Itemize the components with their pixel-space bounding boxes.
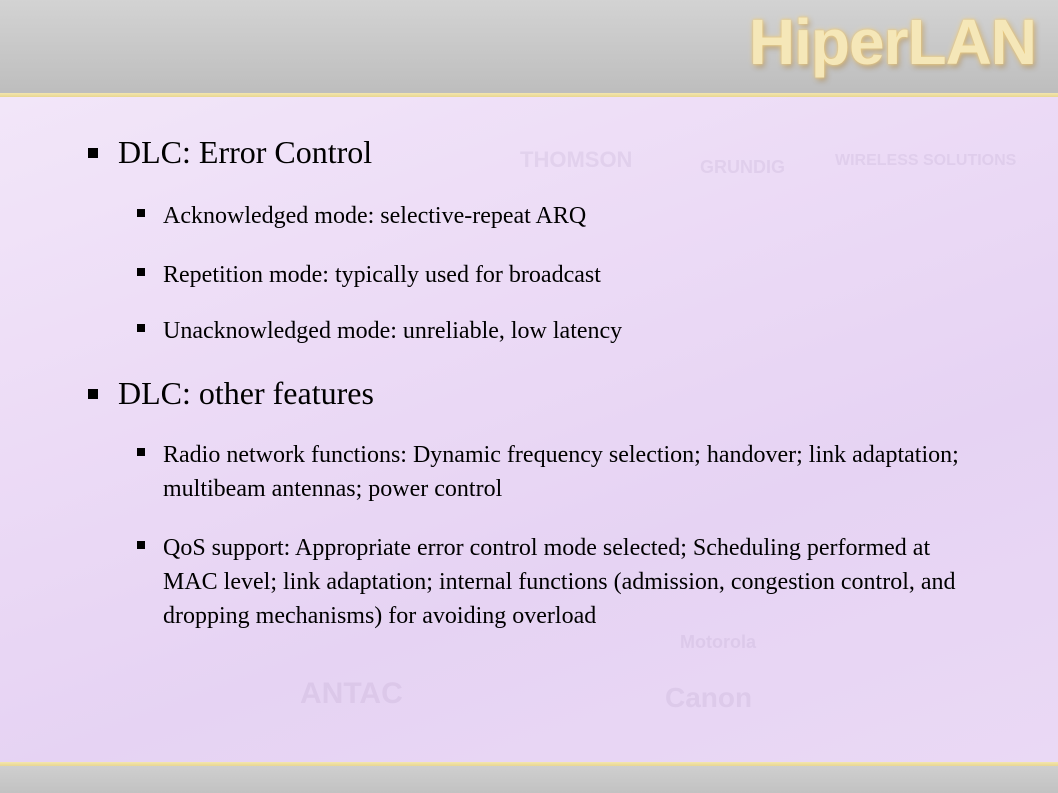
- bullet-square-icon: [137, 268, 145, 276]
- watermark-logo: WIRELESS SOLUTIONS: [835, 152, 1017, 169]
- header-bar: [0, 0, 1058, 95]
- list-item-text: Unacknowledged mode: unreliable, low latency: [163, 318, 623, 344]
- slide-content-area: [0, 97, 1058, 762]
- list-item-text: QoS support: Appropriate error control mode selected; Scheduling performed at MAC level; link adaptation; internal functions (admission, congestion control, and dropping mechanisms) for avoiding overload: [163, 535, 956, 629]
- bullet-square-icon: [137, 209, 145, 217]
- hiperlan-logo: HiperLAN: [748, 6, 1036, 78]
- watermark-logo: Canon: [665, 682, 753, 713]
- bullet-square-icon: [88, 389, 98, 399]
- heading-text: DLC: other features: [118, 375, 374, 411]
- heading-text: DLC: Error Control: [118, 134, 373, 170]
- watermark-logo: GRUNDIG: [700, 157, 785, 177]
- list-item-text: Radio network functions: Dynamic frequency selection; handover; link adaptation; multibeam antennas; power control: [163, 442, 959, 502]
- footer-bar: [0, 766, 1058, 793]
- bullet-square-icon: [137, 448, 145, 456]
- watermark-logo: ANTAC: [300, 677, 403, 710]
- bullet-square-icon: [137, 541, 145, 549]
- watermark-logo: THOMSON: [520, 147, 633, 172]
- list-item-text: Acknowledged mode: selective-repeat ARQ: [163, 203, 587, 229]
- list-item-text: Repetition mode: typically used for broadcast: [163, 262, 601, 288]
- bullet-square-icon: [137, 324, 145, 332]
- watermark-logo: Motorola: [680, 632, 756, 652]
- bullet-square-icon: [88, 148, 98, 158]
